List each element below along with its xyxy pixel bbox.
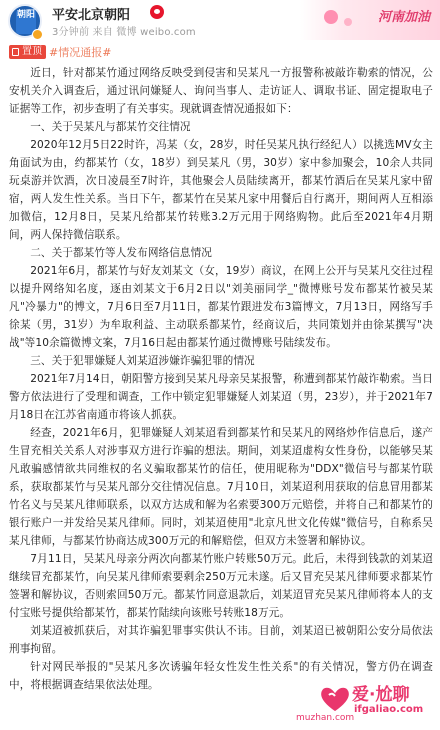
- pinned-badge: [9, 45, 46, 59]
- paragraph: 刘某迢被抓获后，对其诈骗犯罪事实供认不讳。目前，刘某迢已被朝阳公安分局依法刑事拘留。: [9, 625, 433, 655]
- heart-logo-icon: [318, 684, 352, 714]
- avatar-logo: 朝阳: [16, 10, 36, 34]
- account-name[interactable]: 平安北京朝阳: [52, 8, 131, 23]
- watermark-title: 爱·尬聊: [352, 685, 410, 705]
- account-banner: [300, 0, 440, 40]
- section-heading-1: 一、关于吴某凡与都某竹交往情况: [30, 121, 191, 133]
- post-meta: 3分钟前 来自 微博 weibo.com: [52, 27, 196, 38]
- post-tags: [9, 44, 111, 60]
- paragraph: 2021年6月，都某竹与好友刘某文（女，19岁）商议，在网上公开与吴某凡交往过程以提升网络知名度，逐由刘某文于6月2日以"刘美丽同学_"微博账号发布都某竹被吴某凡"冷暴力"的博文，7月6日至7月11日，都某竹跟进发布3篇博文，7月13日，网络写手徐某（男，31岁）为牟取利益、主动联系都某竹，经商议后，共同策划并由徐某撰写"决战"等10余篇微博文案，7月16日起由都某竹通过微博账号陆续发布。: [9, 265, 433, 349]
- paragraph: 2020年12月5日22时许，冯某（女，28岁，时任吴某凡执行经纪人）以挑选MV女主角面试为由，约都某竹（女，18岁）到吴某凡（男，30岁）家中参加聚会，10余人共同玩桌游并饮酒，次日凌晨至7时许，其他聚会人员陆续离开，都某竹酒后在吴某凡家中留宿，两人发生性关系。当日下午，都某竹在吴某凡家中用餐后自行离开，期间两人互相添加微信，12月8日，吴某凡给都某竹转账3.2万元用于网络购物。此后至2021年4月期间，两人保持微信联系。: [9, 139, 433, 241]
- watermark-url: ifgaliao.com: [354, 704, 424, 715]
- paragraph: 针对网民举报的"吴某凡多次诱骗年轻女性发生性关系"的有关情况，警方仍在调查中，将根据调查结果依法处理。: [9, 661, 433, 691]
- pinned-label: 置顶: [22, 46, 42, 57]
- verified-badge-icon: [32, 29, 43, 40]
- banner-text: 河南加油: [377, 10, 430, 25]
- post-header: [0, 0, 440, 40]
- hashtag-link[interactable]: #情况通报#: [49, 46, 112, 59]
- watermark-site: muzhan.com: [296, 713, 355, 723]
- post-body: [9, 64, 433, 730]
- weibo-icon: [150, 5, 164, 19]
- section-heading-3: 三、关于犯罪嫌疑人刘某迢涉嫌诈骗犯罪的情况: [30, 355, 255, 367]
- paragraph: 7月11日，吴某凡母亲分两次向都某竹账户转账50万元。此后，未得到钱款的刘某迢继续冒充都某竹，向吴某凡律师索要剩余250万元未遂。后又冒充吴某凡律师要求都某竹签署和解协议，否则索回50万元。都某竹同意退款后，刘某迢冒充吴某凡律师将本人的支付宝账号提供给都某竹，都某竹陆续向该账号转账18万元。: [9, 553, 433, 619]
- pin-icon: [12, 48, 19, 56]
- paragraph: 2021年7月14日，朝阳警方接到吴某凡母亲吴某报警，称遭到都某竹敲诈勒索。当日警方依法进行了受理和调查，工作中锁定犯罪嫌疑人刘某迢（男，23岁），并于2021年7月18日在江苏省南通市将该人抓获。: [9, 373, 433, 421]
- paragraph-intro: 近日，针对都某竹通过网络反映受到侵害和吴某凡一方报警称被敲诈勒索的情况，公安机关介入调查后，通过讯问嫌疑人、询问当事人、走访证人、调取书证、固定提取电子证据等工作，初步查明了有关事实。现就调查情况通报如下：: [9, 67, 433, 115]
- paragraph: 经查，2021年6月，犯罪嫌疑人刘某迢看到都某竹和吴某凡的网络炒作信息后，遂产生冒充相关关系人对涉事双方进行诈骗的想法。期间，刘某迢虚构女性身份，以能够吴某凡敢骗感情欲共同维权的名义骗取都某竹的信任，使用昵称为"DDX"微信号与都某竹联系，获取都某竹与吴某凡部分交往情况信息。7月10日，刘某迢利用获取的信息冒用都某竹名义与吴某凡律师联系，以双方达成和解为名索要300万元赔偿，并将自己和都某竹的银行账户一并发给吴某凡律师。同时，刘某迢使用"北京凡世文化传媒"微信号，自称系吴某凡律师，与都某竹协商达成300万元的和解赔偿，但双方未签署和解协议。: [9, 427, 433, 547]
- banner-decoration-small: [344, 18, 352, 26]
- banner-decoration: [324, 10, 338, 24]
- section-heading-2: 二、关于都某竹等人发布网络信息情况: [30, 247, 212, 259]
